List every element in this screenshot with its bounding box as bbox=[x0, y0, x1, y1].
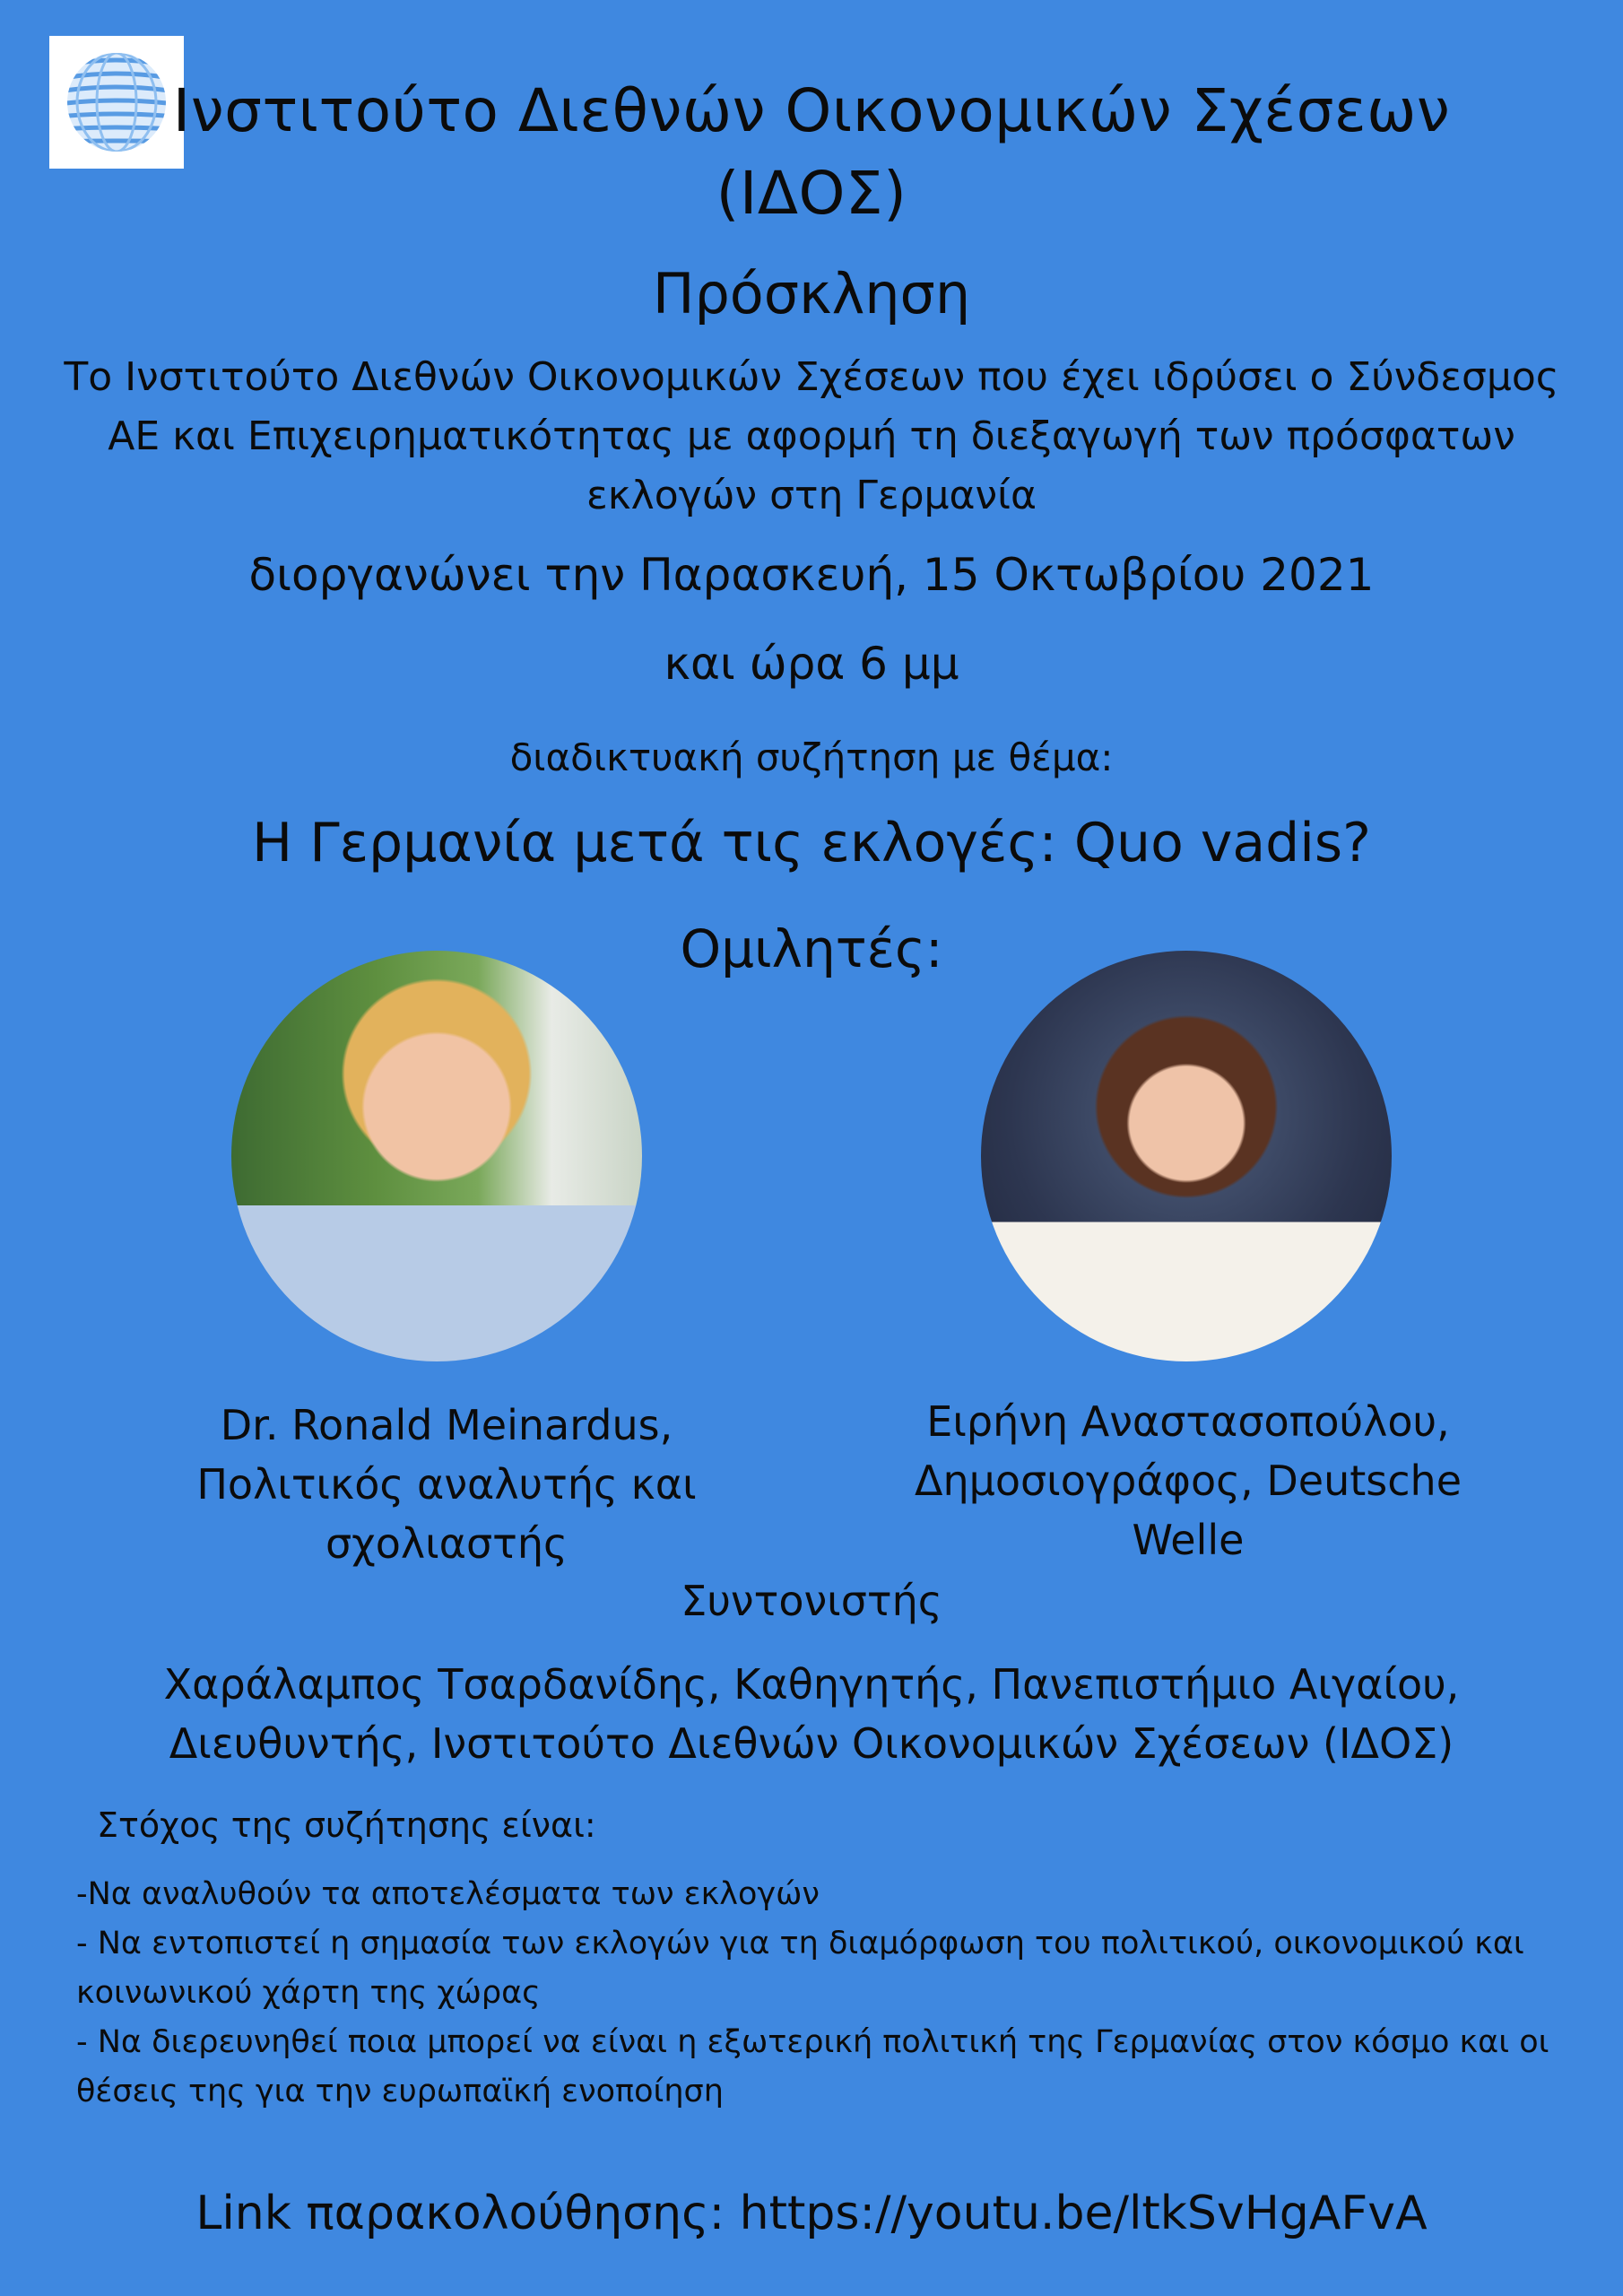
moderator-heading: Συντονιστής bbox=[681, 1577, 942, 1625]
event-time: και ώρα 6 μμ bbox=[664, 638, 959, 690]
speaker-name: Ειρήνη Αναστασοπούλου, bbox=[926, 1397, 1450, 1446]
speakers-heading: Ομιλητές: bbox=[680, 918, 943, 979]
invitation-intro bbox=[54, 348, 1569, 526]
speaker-role: σχολιαστής bbox=[325, 1519, 568, 1568]
title-line: Ινστιτούτο Διεθνών Οικονομικών Σχέσεων bbox=[172, 76, 1451, 145]
speaker-role: Δημοσιογράφος, Deutsche bbox=[915, 1457, 1462, 1505]
event-date: διοργανώνει την Παρασκευή, 15 Οκτωβρίου 2021 bbox=[248, 549, 1375, 601]
title-line: (ΙΔΟΣ) bbox=[716, 159, 907, 228]
invitation-heading: Πρόσκληση bbox=[652, 261, 971, 326]
goals-list bbox=[76, 1870, 1583, 2117]
intro-line: εκλογών στη Γερμανία bbox=[586, 473, 1037, 518]
stream-link[interactable]: Link παρακολούθησης: https://youtu.be/ltkSvHgAFvA bbox=[195, 2187, 1428, 2240]
goal-line: - Να διερευνηθεί ποια μπορεί να είναι η εξωτερική πολιτική της Γερμανίας στον κόσμο και οι bbox=[76, 2024, 1549, 2060]
page-title bbox=[0, 70, 1623, 235]
speaker-role: Πολιτικός αναλυτής και bbox=[196, 1460, 697, 1509]
speaker-anastasopoulou bbox=[897, 1392, 1480, 1570]
speaker-photo-meinardus bbox=[231, 951, 642, 1361]
goals-heading: Στόχος της συζήτησης είναι: bbox=[97, 1805, 596, 1845]
intro-line: ΑΕ και Επιχειρηματικότητας με αφορμή τη διεξαγωγή των πρόσφατων bbox=[108, 413, 1515, 459]
speaker-meinardus bbox=[160, 1396, 733, 1573]
moderator-line: Διευθυντής, Ινστιτούτο Διεθνών Οικονομικών Σχέσεων (ΙΔΟΣ) bbox=[169, 1719, 1454, 1768]
intro-line: Το Ινστιτούτο Διεθνών Οικονομικών Σχέσεων που έχει ιδρύσει ο Σύνδεσμος bbox=[64, 354, 1559, 400]
goal-line: θέσεις της για την ευρωπαϊκή ενοποίηση bbox=[76, 2074, 724, 2109]
discussion-topic: Η Γερμανία μετά τις εκλογές: Quo vadis? bbox=[252, 812, 1371, 874]
speaker-name: Dr. Ronald Meinardus, bbox=[220, 1401, 673, 1449]
goal-line: - Να εντοπιστεί η σημασία των εκλογών για τη διαμόρφωση του πολιτικού, οικονομικού και bbox=[76, 1926, 1524, 1961]
moderator-line: Χαράλαμπος Τσαρδανίδης, Καθηγητής, Πανεπιστήμιο Αιγαίου, bbox=[163, 1660, 1460, 1709]
speaker-photo-anastasopoulou bbox=[981, 951, 1392, 1361]
goal-line: -Να αναλυθούν τα αποτελέσματα των εκλογών bbox=[76, 1876, 820, 1912]
moderator-details bbox=[135, 1655, 1488, 1773]
speaker-role: Welle bbox=[1132, 1516, 1245, 1564]
goal-line: κοινωνικού χάρτη της χώρας bbox=[76, 1975, 541, 2011]
discussion-label: διαδικτυακή συζήτηση με θέμα: bbox=[509, 735, 1114, 779]
